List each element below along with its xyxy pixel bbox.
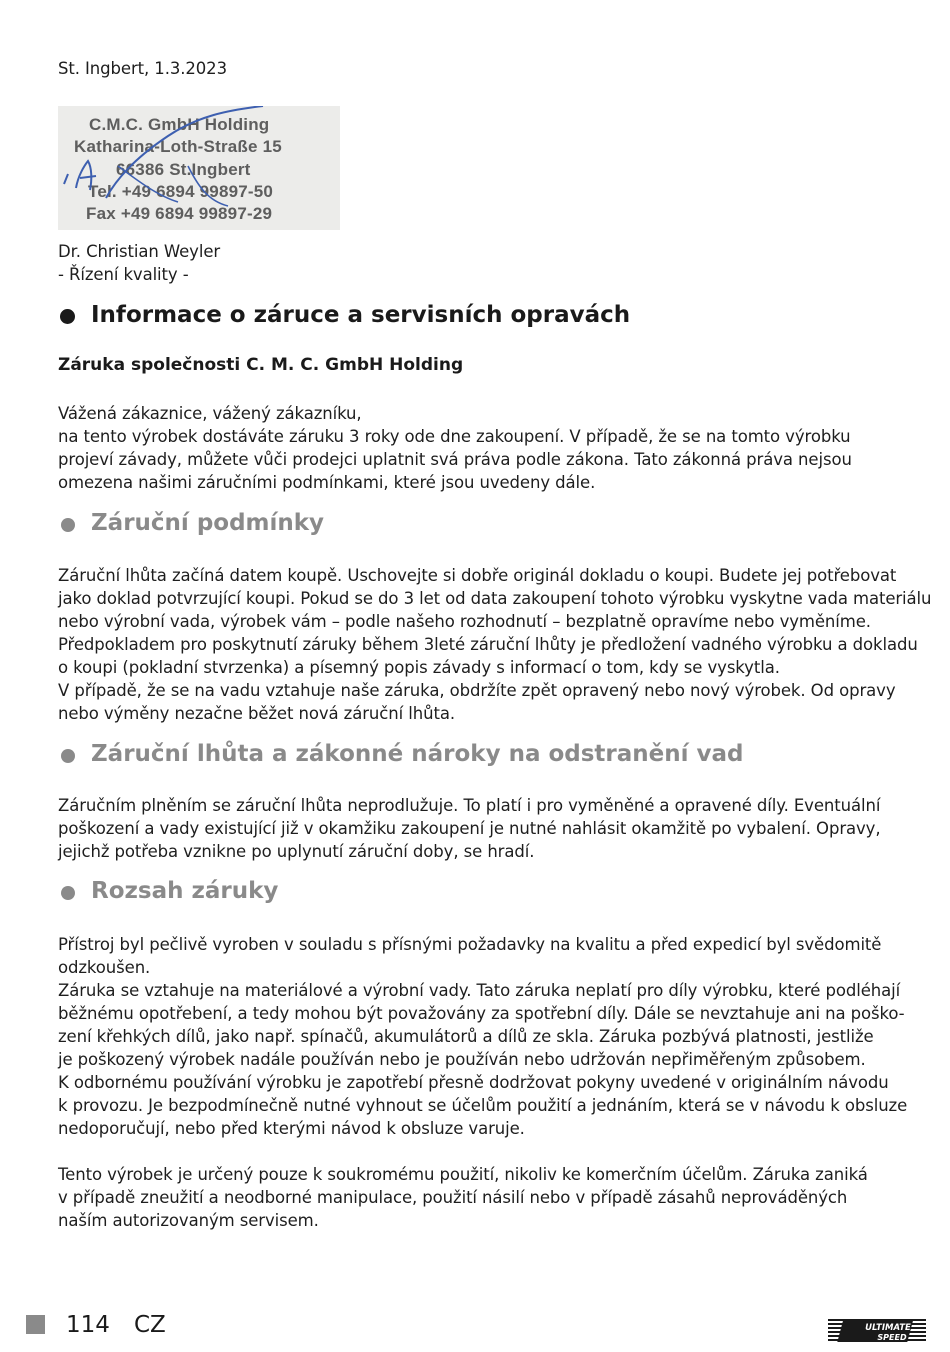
text-line: Přístroj byl pečlivě vyroben v souladu s přísnými požadavky na kvalitu a před expedicí byl svědomitě <box>58 935 882 954</box>
section-paragraph <box>58 564 932 725</box>
text-line: V případě, že se na vadu vztahuje naše záruka, obdržíte zpět opravený nebo nový výrobek. Od opravy <box>58 681 896 700</box>
stamp-line: Fax +49 6894 99897-29 <box>86 204 273 223</box>
text-line: poškození a vady existující již v okamžiku zakoupení je nutné nahlásit okamžitě po vybalení. Opravy, <box>58 819 881 838</box>
language-code: CZ <box>134 1312 166 1338</box>
text-line: omezena našimi záručními podmínkami, které jsou uvedeny dále. <box>58 473 596 492</box>
section-heading: Záruční lhůta a zákonné nároky na odstranění vad <box>91 741 744 767</box>
section-paragraph <box>58 933 908 1140</box>
main-heading: Informace o záruce a servisních opravách <box>91 302 631 328</box>
text-line: běžnému opotřebení, a tedy mohou být považovány za spotřební díly. Dále se nevztahuje ani na poško- <box>58 1004 905 1023</box>
page-number: 114 <box>66 1312 110 1338</box>
text-line: odzkoušen. <box>58 958 151 977</box>
text-line: Tento výrobek je určený pouze k soukromému použití, nikoliv ke komerčním účelům. Záruka zaniká <box>58 1165 868 1184</box>
text-line: zení křehkých dílů, jako např. spínačů, akumulátorů a dílů ze skla. Záruka pozbývá platnosti, jestliže <box>58 1027 874 1046</box>
sub-heading: Záruka společnosti C. M. C. GmbH Holding <box>58 355 464 375</box>
signatory-role: - Řízení kvality - <box>58 265 189 284</box>
logo-text: ULTIMATE <box>865 1323 911 1333</box>
text-line: na tento výrobek dostáváte záruku 3 roky ode dne zakoupení. V případě, že se na tomto výrobku <box>58 427 851 446</box>
text-line: nedoporučují, nebo před kterými návod k obsluze varuje. <box>58 1119 525 1138</box>
ultimate-speed-logo <box>826 1317 928 1345</box>
section-paragraph <box>58 1163 898 1232</box>
text-line: nebo výrobní vada, výrobek vám – podle našeho rozhodnutí – bezplatně opravíme nebo vyměníme. <box>58 612 871 631</box>
intro-paragraph <box>58 402 898 494</box>
text-line: Záruční lhůta začíná datem koupě. Uschovejte si dobře originál dokladu o koupi. Budete jej potřebovat <box>58 566 897 585</box>
text-line: Vážená zákaznice, vážený zákazníku, <box>58 404 362 423</box>
text-line: Záruka se vztahuje na materiálové a výrobní vady. Tato záruka neplatí pro díly výrobku, které podléhají <box>58 981 901 1000</box>
signature-icon <box>58 106 340 230</box>
stamp-line: C.M.C. GmbH Holding <box>89 115 270 134</box>
text-line: projeví závady, můžete vůči prodejci uplatnit svá práva podle zákona. Tato zákonná práva nejsou <box>58 450 852 469</box>
text-line: jejichž potřeba vznikne po uplynutí záruční doby, se hradí. <box>58 842 535 861</box>
text-line: naším autorizovaným servisem. <box>58 1211 319 1230</box>
text-line: jako doklad potvrzující koupi. Pokud se do 3 let od data zakoupení tohoto výrobku vyskytne vada materiálu <box>58 589 932 608</box>
bullet-icon <box>61 518 75 532</box>
text-line: je poškozený výrobek nadále používán nebo je používán nebo udržován nepřiměřeným způsobem. <box>58 1050 866 1069</box>
text-line: nebo výměny nezačne běžet nová záruční lhůta. <box>58 704 455 723</box>
text-line: Předpokladem pro poskytnutí záruky během 3leté záruční lhůty je předložení vadného výrobku a dokladu <box>58 635 918 654</box>
section-paragraph <box>58 794 898 863</box>
signatory-name: Dr. Christian Weyler <box>58 242 221 261</box>
bullet-icon <box>60 309 75 324</box>
stamp-line: 66386 St.Ingbert <box>116 160 251 179</box>
text-line: Záručním plněním se záruční lhůta neprodlužuje. To platí i pro vyměněné a opravené díly. Eventuální <box>58 796 881 815</box>
logo-text: SPEED <box>877 1333 907 1342</box>
text-line: K odbornému používání výrobku je zapotřebí přesně dodržovat pokyny uvedené v originálním návodu <box>58 1073 889 1092</box>
company-stamp <box>58 106 340 230</box>
place-date: St. Ingbert, 1.3.2023 <box>58 59 227 78</box>
footer-marker <box>26 1315 45 1334</box>
stamp-line: Tel. +49 6894 99897-50 <box>88 182 274 201</box>
text-line: k provozu. Je bezpodmínečně nutné vyhnout se účelům použití a jednáním, která se v návodu k obsluze <box>58 1096 908 1115</box>
text-line: v případě zneužití a neodborné manipulace, použití násilí nebo v případě zásahů neprováděných <box>58 1188 848 1207</box>
text-line: o koupi (pokladní stvrzenka) a písemný popis závady s informací o tom, kdy se vyskytla. <box>58 658 780 677</box>
section-heading: Rozsah záruky <box>91 878 279 904</box>
bullet-icon <box>61 749 75 763</box>
stamp-line: Katharina-Loth-Straße 15 <box>74 137 282 156</box>
section-heading: Záruční podmínky <box>91 510 325 536</box>
bullet-icon <box>61 886 75 900</box>
